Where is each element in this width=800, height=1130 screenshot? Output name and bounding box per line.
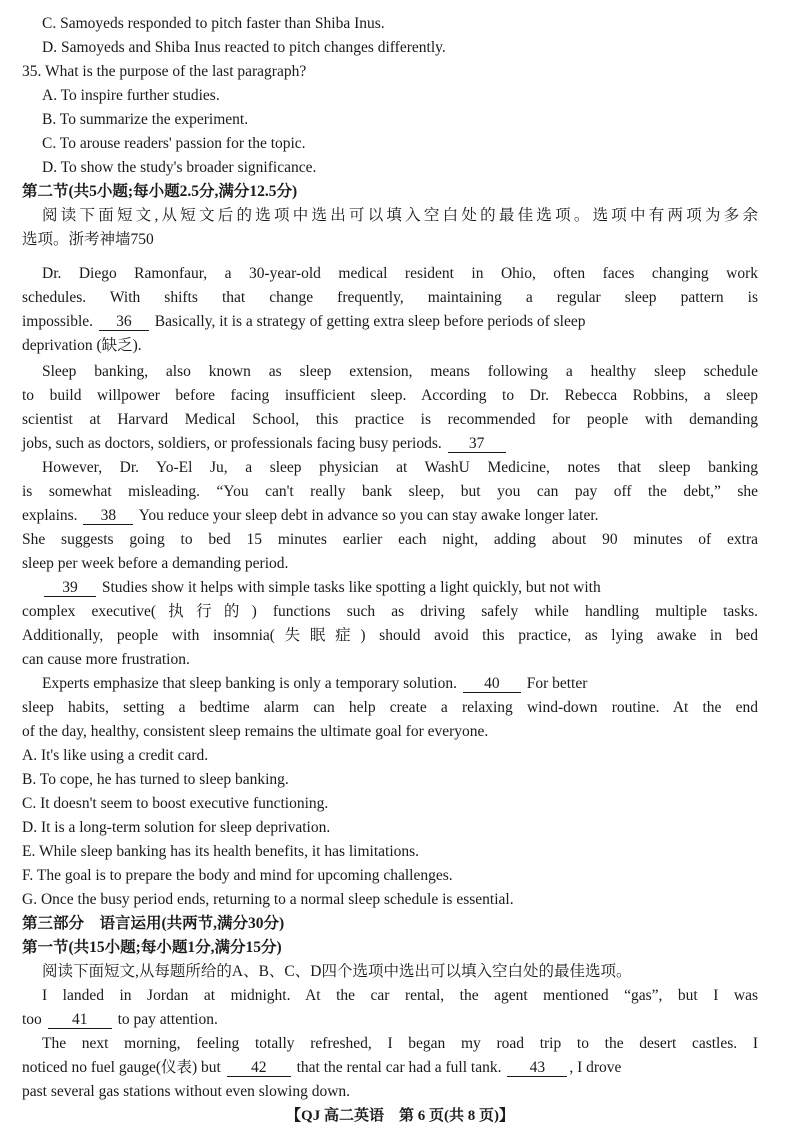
passage-line: [22, 506, 758, 526]
passage-text: to pay attention.: [117, 1011, 218, 1028]
section2-heading: 第二节(共5小题;每小题2.5分,满分12.5分): [22, 183, 298, 200]
passage-line: [42, 578, 758, 598]
passage-text: You reduce your sleep debt in advance so you can stay awake longer later.: [138, 507, 599, 524]
option-e: E. While sleep banking has its health benefits, it has limitations.: [22, 843, 420, 860]
passage-line: [22, 312, 758, 332]
passage-line: [42, 674, 758, 694]
option-d: D. It is a long-term solution for sleep deprivation.: [22, 819, 331, 836]
q35-option-a: A. To inspire further studies.: [42, 87, 220, 104]
page-footer: 【QJ 高二英语 第 6 页(共 8 页)】: [286, 1108, 514, 1124]
passage-text: too: [22, 1011, 42, 1028]
part3-instruction: 阅读下面短文,从每题所给的A、B、C、D四个选项中选出可以填入空白处的最佳选项。: [42, 963, 632, 980]
passage-line: is somewhat misleading. “You can't really bank sleep, but you can pay off the debt,” she: [22, 483, 758, 500]
passage-text: that the rental car had a full tank.: [296, 1059, 502, 1076]
passage-text: jobs, such as doctors, soldiers, or professionals facing busy periods.: [22, 435, 442, 452]
blank-37[interactable]: 37: [448, 435, 506, 453]
passage-line: I landed in Jordan at midnight. At the car rental, the agent mentioned “gas”, but I was: [42, 987, 758, 1004]
blank-38[interactable]: 38: [83, 507, 133, 525]
passage-line: The next morning, feeling totally refreshed, I began my road trip to the desert castles. I: [42, 1035, 758, 1052]
passage-line: deprivation (缺乏).: [22, 337, 142, 354]
passage-line: [22, 434, 508, 454]
option-a: A. It's like using a credit card.: [22, 747, 209, 764]
passage-line: of the day, healthy, consistent sleep remains the ultimate goal for everyone.: [22, 723, 489, 740]
passage-line: can cause more frustration.: [22, 651, 190, 668]
passage-line: sleep habits, setting a bedtime alarm can help create a relaxing wind-down routine. At the end: [22, 699, 758, 716]
q35-option-d: D. To show the study's broader significance.: [42, 159, 317, 176]
section2-instruction-cont: 选项。浙考神墙750: [22, 231, 154, 248]
q35-question: 35. What is the purpose of the last paragraph?: [22, 63, 307, 80]
option-b: B. To cope, he has turned to sleep banking.: [22, 771, 289, 788]
passage-line: However, Dr. Yo-El Ju, a sleep physician at WashU Medicine, notes that sleep banking: [42, 459, 758, 476]
passage-line: scientist at Harvard Medical School, this practice is recommended for people with demanding: [22, 411, 758, 428]
passage-line: complex executive(执行的) functions such as driving safely while handling multiple tasks.: [22, 603, 758, 620]
q34-option-c: C. Samoyeds responded to pitch faster than Shiba Inus.: [42, 15, 385, 32]
passage-text: impossible.: [22, 313, 94, 330]
part3-section1-heading: 第一节(共15小题;每小题1分,满分15分): [22, 939, 282, 956]
passage-line: Dr. Diego Ramonfaur, a 30-year-old medical resident in Ohio, often faces changing work: [42, 265, 758, 282]
passage-line: past several gas stations without even slowing down.: [22, 1083, 351, 1100]
passage-text: Basically, it is a strategy of getting extra sleep before periods of sleep: [154, 313, 586, 330]
passage-text: Studies show it helps with simple tasks like spotting a light quickly, but not with: [101, 579, 601, 596]
passage-text: Experts emphasize that sleep banking is only a temporary solution.: [42, 675, 457, 692]
part3-heading: 第三部分 语言运用(共两节,满分30分): [22, 915, 285, 932]
passage-line: schedules. With shifts that change frequently, maintaining a regular sleep pattern is: [22, 289, 758, 306]
blank-43[interactable]: 43: [507, 1059, 567, 1077]
blank-36[interactable]: 36: [99, 313, 149, 331]
option-g: G. Once the busy period ends, returning to a normal sleep schedule is essential.: [22, 891, 514, 908]
section2-instruction: 阅读下面短文,从短文后的选项中选出可以填入空白处的最佳选项。选项中有两项为多余: [42, 207, 758, 224]
option-c: C. It doesn't seem to boost executive functioning.: [22, 795, 329, 812]
passage-line: sleep per week before a demanding period.: [22, 555, 289, 572]
passage-text: noticed no fuel gauge(仪表) but: [22, 1059, 221, 1076]
passage-line: [22, 1010, 218, 1030]
passage-text: For better: [526, 675, 588, 692]
q34-option-d: D. Samoyeds and Shiba Inus reacted to pitch changes differently.: [42, 39, 446, 56]
option-f: F. The goal is to prepare the body and mind for upcoming challenges.: [22, 867, 453, 884]
blank-42[interactable]: 42: [227, 1059, 291, 1077]
passage-line: She suggests going to bed 15 minutes earlier each night, adding about 90 minutes of extra: [22, 531, 758, 548]
blank-39[interactable]: 39: [44, 579, 96, 597]
passage-line: Additionally, people with insomnia(失眠症) should avoid this practice, as lying awake in bed: [22, 627, 758, 644]
passage-text: explains.: [22, 507, 78, 524]
q35-option-b: B. To summarize the experiment.: [42, 111, 249, 128]
blank-41[interactable]: 41: [48, 1011, 112, 1029]
q35-option-c: C. To arouse readers' passion for the topic.: [42, 135, 306, 152]
passage-line: to build willpower before facing insufficient sleep. According to Dr. Rebecca Robbins, a sleep: [22, 387, 758, 404]
passage-text: , I drove: [569, 1059, 622, 1076]
passage-line: Sleep banking, also known as sleep extension, means following a healthy sleep schedule: [42, 363, 758, 380]
blank-40[interactable]: 40: [463, 675, 521, 693]
passage-line: [22, 1058, 758, 1078]
